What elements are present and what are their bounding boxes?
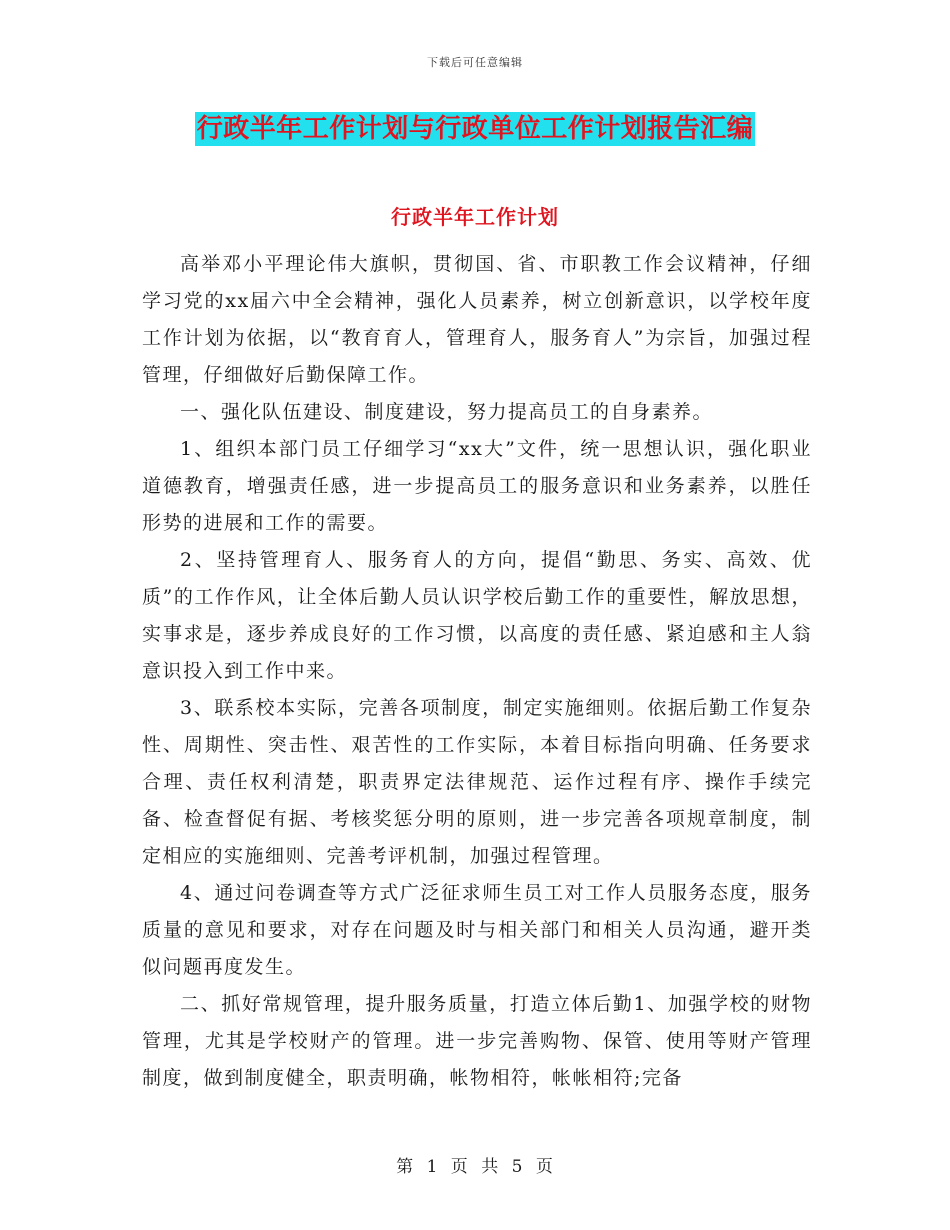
- total-pages-number: 5: [511, 1157, 524, 1177]
- current-page-number: 1: [426, 1157, 439, 1177]
- header-note: 下载后可任意编辑: [427, 56, 523, 69]
- paragraph: 一、强化队伍建设、制度建设，努力提高员工的自身素养。: [180, 401, 714, 423]
- total-label: 共: [481, 1157, 500, 1177]
- paragraph: 2、坚持管理育人、服务育人的方向，提倡“勤思、务实、高效、优质”的工作作风，让全体后勤人员认识学校后勤工作的重要性，解放思想，实事求是，逐步养成良好的工作习惯，以高度的责任感、紧迫感和主人翁意识投入到工作中来。: [142, 549, 812, 682]
- section-title: 行政半年工作计划: [391, 205, 559, 229]
- paragraph: 3、联系校本实际，完善各项制度，制定实施细则。依据后勤工作复杂性、周期性、突击性、艰苦性的工作实际，本着目标指向明确、任务要求合理、责任权利清楚，职责界定法律规范、运作过程有序、操作手续完备、检查督促有据、考核奖惩分明的原则，进一步完善各项规章制度，制定相应的实施细则、完善考评机制，加强过程管理。: [142, 697, 812, 867]
- page-label-prefix: 第: [396, 1157, 415, 1177]
- page-label-mid: 页: [450, 1157, 469, 1177]
- paragraph: 1、组织本部门员工仔细学习“xx大”文件，统一思想认识，强化职业道德教育，增强责任感，进一步提高员工的服务意识和业务素养，以胜任形势的进展和工作的需要。: [142, 438, 812, 534]
- paragraph: 高举邓小平理论伟大旗帜，贯彻国、省、市职教工作会议精神，仔细学习党的xx届六中全会精神，强化人员素养，树立创新意识，以学校年度工作计划为依据，以“教育育人，管理育人，服务育人”为宗旨，加强过程管理，仔细做好后勤保障工作。: [142, 253, 812, 386]
- document-body: [142, 246, 812, 1097]
- document-title: 行政半年工作计划与行政单位工作计划报告汇编: [196, 114, 754, 144]
- page-label-suffix: 页: [535, 1157, 554, 1177]
- document-title-wrap: [0, 112, 950, 146]
- paragraph: 4、通过问卷调查等方式广泛征求师生员工对工作人员服务态度，服务质量的意见和要求，对存在问题及时与相关部门和相关人员沟通，避开类似问题再度发生。: [142, 882, 812, 978]
- paragraph: 二、抓好常规管理，提升服务质量，打造立体后勤1、加强学校的财物管理，尤其是学校财产的管理。进一步完善购物、保管、使用等财产管理制度，做到制度健全，职责明确，帐物相符，帐帐相符;完备: [142, 993, 812, 1089]
- page-footer: [0, 1152, 950, 1177]
